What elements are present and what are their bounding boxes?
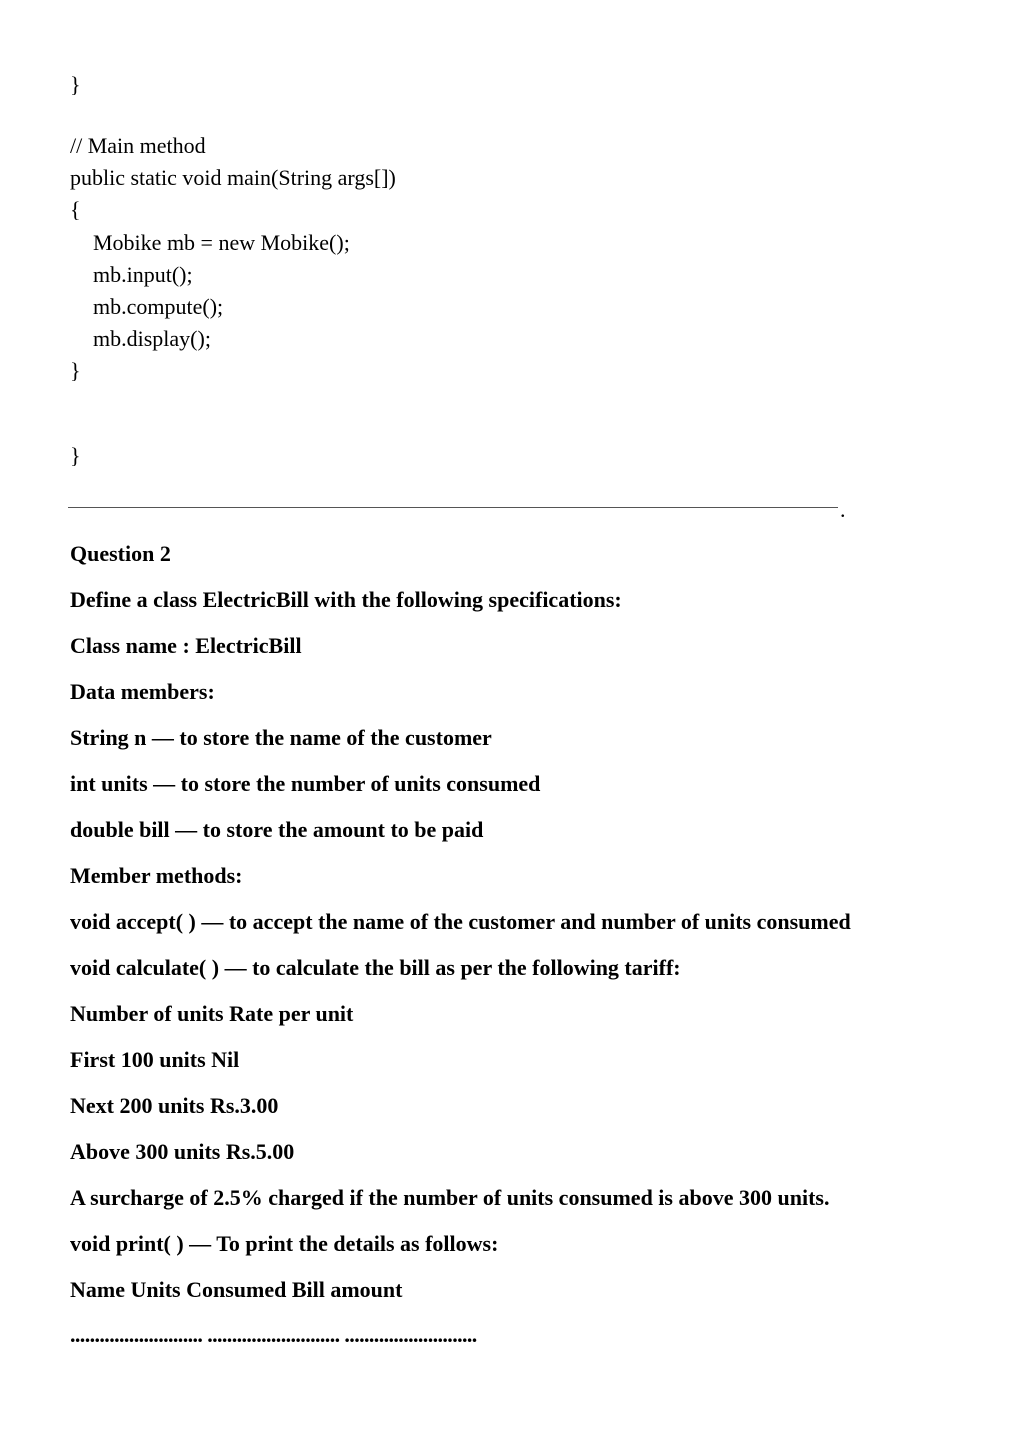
method-calculate: void calculate( ) — to calculate the bill as per the following tariff: [70, 955, 681, 980]
method-accept: void accept( ) — to accept the name of the customer and number of units consumed [70, 909, 851, 934]
code-statement: mb.compute(); [93, 294, 224, 319]
horizontal-rule [68, 507, 838, 508]
code-statement: mb.input(); [93, 262, 193, 287]
tariff-row: Next 200 units Rs.3.00 [70, 1093, 279, 1118]
data-members-heading: Data members: [70, 679, 215, 704]
close-brace-class: } [70, 443, 81, 468]
data-member-item: double bill — to store the amount to be paid [70, 817, 484, 842]
closing-brace: } [70, 72, 81, 97]
tariff-row: First 100 units Nil [70, 1047, 240, 1072]
class-name-line: Class name : ElectricBill [70, 633, 302, 658]
member-methods-heading: Member methods: [70, 863, 243, 888]
rule-period: . [840, 497, 846, 522]
tariff-row: Above 300 units Rs.5.00 [70, 1139, 295, 1164]
data-member-item: String n — to store the name of the customer [70, 725, 492, 750]
method-print: void print( ) — To print the details as follows: [70, 1231, 499, 1256]
data-member-item: int units — to store the number of units consumed [70, 771, 541, 796]
code-statement: mb.display(); [93, 326, 211, 351]
code-comment: // Main method [70, 133, 206, 158]
method-signature: public static void main(String args[]) [70, 165, 396, 190]
surcharge-note: A surcharge of 2.5% charged if the number of units consumed is above 300 units. [70, 1185, 830, 1210]
output-placeholder-dots: ........................... ........................... ........................... [70, 1322, 477, 1347]
question-intro: Define a class ElectricBill with the following specifications: [70, 587, 622, 612]
open-brace: { [70, 197, 81, 222]
code-statement: Mobike mb = new Mobike(); [93, 230, 350, 255]
output-header: Name Units Consumed Bill amount [70, 1277, 403, 1302]
question-heading: Question 2 [70, 541, 171, 566]
close-brace-method: } [70, 358, 81, 383]
tariff-header: Number of units Rate per unit [70, 1001, 354, 1026]
